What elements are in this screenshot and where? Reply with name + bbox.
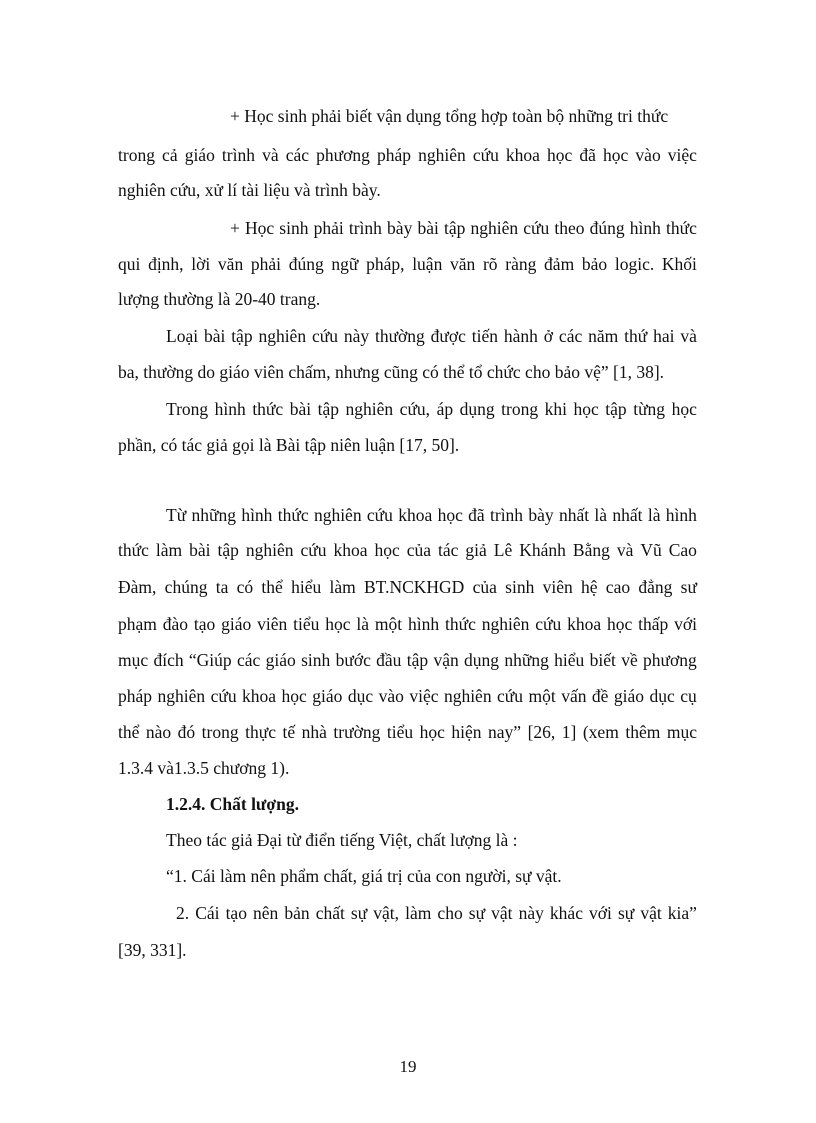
text-line: nghiên cứu, xử lí tài liệu và trình bày. [118, 180, 381, 200]
text-line: [39, 331]. [118, 940, 187, 960]
text-line: thức làm bài tập nghiên cứu khoa học của tác giả Lê Khánh Bằng và Vũ Cao [118, 540, 697, 560]
text-line: thể nào đó trong thực tế nhà trường tiểu học hiện nay” [26, 1] (xem thêm mục [118, 722, 697, 742]
text-line: Đàm, chúng ta có thể hiểu làm BT.NCKHGD của sinh viên hệ cao đẳng sư [118, 577, 697, 597]
text-line: qui định, lời văn phải đúng ngữ pháp, luận văn rõ ràng đảm bảo logic. Khối [118, 254, 697, 274]
text-line: + Học sinh phải biết vận dụng tổng hợp toàn bộ những tri thức [230, 106, 669, 126]
text-line: phần, có tác giả gọi là Bài tập niên luận [17, 50]. [118, 435, 460, 455]
text-line: 1.3.4 và1.3.5 chương 1). [118, 758, 290, 778]
text-line: trong cả giáo trình và các phương pháp nghiên cứu khoa học đã học vào việc [118, 145, 697, 165]
text-line: + Học sinh phải trình bày bài tập nghiên cứu theo đúng hình thức [230, 218, 697, 238]
text-line: Từ những hình thức nghiên cứu khoa học đã trình bày nhất là nhất là hình [166, 505, 697, 525]
text-line: pháp nghiên cứu khoa học giáo dục vào việc nghiên cứu một vấn đề giáo dục cụ [118, 686, 697, 706]
text-line: phạm đào tạo giáo viên tiểu học là một hình thức nghiên cứu khoa học thấp với [118, 614, 697, 634]
text-line: Theo tác giả Đại từ điển tiếng Việt, chất lượng là : [166, 830, 518, 850]
page-number: 19 [399, 1057, 417, 1076]
text-line: Loại bài tập nghiên cứu này thường được tiến hành ở các năm thứ hai và [166, 326, 697, 346]
text-line: Trong hình thức bài tập nghiên cứu, áp dụng trong khi học tập từng học [166, 399, 697, 419]
text-line: mục đích “Giúp các giáo sinh bước đầu tập vận dụng những hiểu biết về phương [118, 650, 697, 670]
section-heading: 1.2.4. Chất lượng. [166, 794, 299, 814]
text-line: 2. Cái tạo nên bản chất sự vật, làm cho sự vật này khác với sự vật kia” [176, 903, 697, 923]
text-line: lượng thường là 20-40 trang. [118, 289, 321, 309]
text-line: ba, thường do giáo viên chấm, nhưng cũng có thể tổ chức cho bảo vệ” [1, 38]. [118, 362, 665, 382]
text-line: “1. Cái làm nên phẩm chất, giá trị của con người, sự vật. [166, 866, 562, 886]
